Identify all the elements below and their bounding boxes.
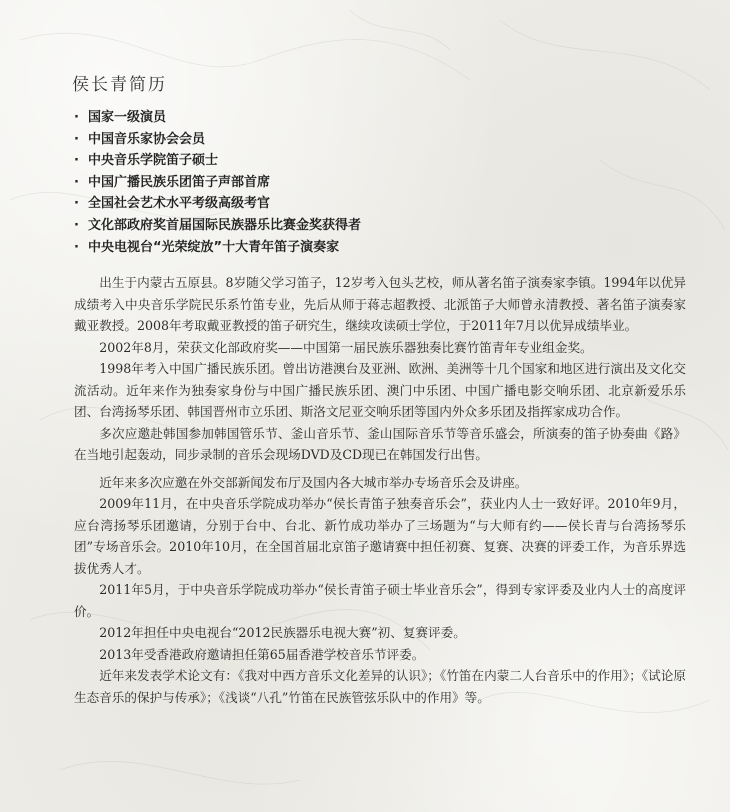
list-item-text: 文化部政府奖首届国际民族器乐比赛金奖获得者 bbox=[88, 217, 362, 233]
paragraph-2013: 2013年受香港政府邀请担任第65届香港学校音乐节评委。 bbox=[99, 646, 425, 662]
paragraph-award: 2002年8月，荣获文化部政府奖——中国第一届民族乐器独奏比赛竹笛青年专业组金奖。 bbox=[99, 339, 593, 355]
bullet-mark: · bbox=[74, 174, 79, 190]
bullet-mark: · bbox=[74, 217, 79, 233]
biography-body bbox=[74, 272, 686, 708]
list-item-text: 全国社会艺术水平考级高级考官 bbox=[88, 196, 271, 212]
paragraph-2011: 2011年5月，于中央音乐学院成功举办“侯长青笛子硕士毕业音乐会”，得到专家评委及业内人士的高度评价。 bbox=[74, 582, 686, 619]
bullet-mark: · bbox=[74, 153, 79, 169]
bullet-mark: · bbox=[74, 110, 79, 125]
paragraph-korea: 多次应邀赴韩国参加韩国管乐节、釜山音乐节、釜山国际音乐节等音乐盛会，所演奏的笛子协奏曲《路》在当地引起轰动，同步录制的音乐会现场DVD及CD现已在韩国发行出售。 bbox=[74, 425, 686, 462]
bullet-mark: · bbox=[74, 131, 79, 147]
list-item-text: 中国音乐家协会会员 bbox=[88, 131, 206, 147]
list-item-text: 中国广播民族乐团笛子声部首席 bbox=[88, 174, 271, 190]
list-item bbox=[74, 172, 361, 194]
list-item bbox=[74, 193, 361, 215]
list-item-text: 中央音乐学院笛子硕士 bbox=[88, 153, 219, 169]
bullet-mark: · bbox=[74, 239, 79, 255]
paragraph-orchestra: 1998年考入中国广播民族乐团。曾出访港澳台及亚洲、欧洲、美洲等十几个国家和地区进行演出及文化交流活动。近年来作为独奏家身份与中国广播民族乐团、澳门中乐团、中国广播电影交响乐团、北京新爱乐乐团、台湾扬琴乐团、韩国晋州市立乐团、斯洛文尼亚交响乐团等国内外众多乐团及指挥家成功合作。 bbox=[74, 361, 686, 419]
paragraph-papers: 近年来发表学术论文有：《我对中西方音乐文化差异的认识》；《竹笛在内蒙二人台音乐中的作用》；《试论原生态音乐的保护与传承》；《浅谈“八孔”竹笛在民族管弦乐队中的作用》等。 bbox=[74, 668, 686, 705]
list-item bbox=[74, 150, 361, 172]
paragraph-early-life: 出生于内蒙古五原县。8岁随父学习笛子，12岁考入包头艺校，师从著名笛子演奏家李镇。1994年以优异成绩考入中央音乐学院民乐系竹笛专业，先后从师于蒋志超教授、北派笛子大师曾永清教授、著名笛子演奏家戴亚教授。2008年考取戴亚教授的笛子研究生，继续攻读硕士学位，于2011年7月以优异成绩毕业。 bbox=[74, 275, 686, 333]
paragraph-concerts: 近年来多次应邀在外交部新闻发布厅及国内各大城市举办专场音乐会及讲座。 bbox=[99, 474, 528, 490]
bullet-mark: · bbox=[74, 196, 79, 212]
list-item bbox=[74, 215, 361, 237]
page-title: 侯长青简历 bbox=[72, 75, 167, 95]
list-item-text: 国家一级演员 bbox=[88, 110, 167, 125]
list-item-text: 中央电视台“光荣绽放”十大青年笛子演奏家 bbox=[88, 239, 340, 255]
list-item bbox=[74, 107, 361, 129]
list-item bbox=[74, 237, 361, 259]
paragraph-2012: 2012年担任中央电视台“2012民族器乐电视大赛”初、复赛评委。 bbox=[99, 625, 466, 640]
paragraph-2009: 2009年11月，在中央音乐学院成功举办“侯长青笛子独奏音乐会”，获业内人士一致好评。2010年9月，应台湾扬琴乐团邀请，分别于台中、台北、新竹成功举办了三场题为“与大师有约——侯长青与台湾扬琴乐团”专场音乐会。2010年10月，在全国首届北京笛子邀请赛中担任初赛、复赛、决赛的评委工作，为音乐界选拔优秀人才。 bbox=[74, 496, 686, 576]
list-item bbox=[74, 129, 361, 151]
credentials-list bbox=[74, 107, 361, 258]
